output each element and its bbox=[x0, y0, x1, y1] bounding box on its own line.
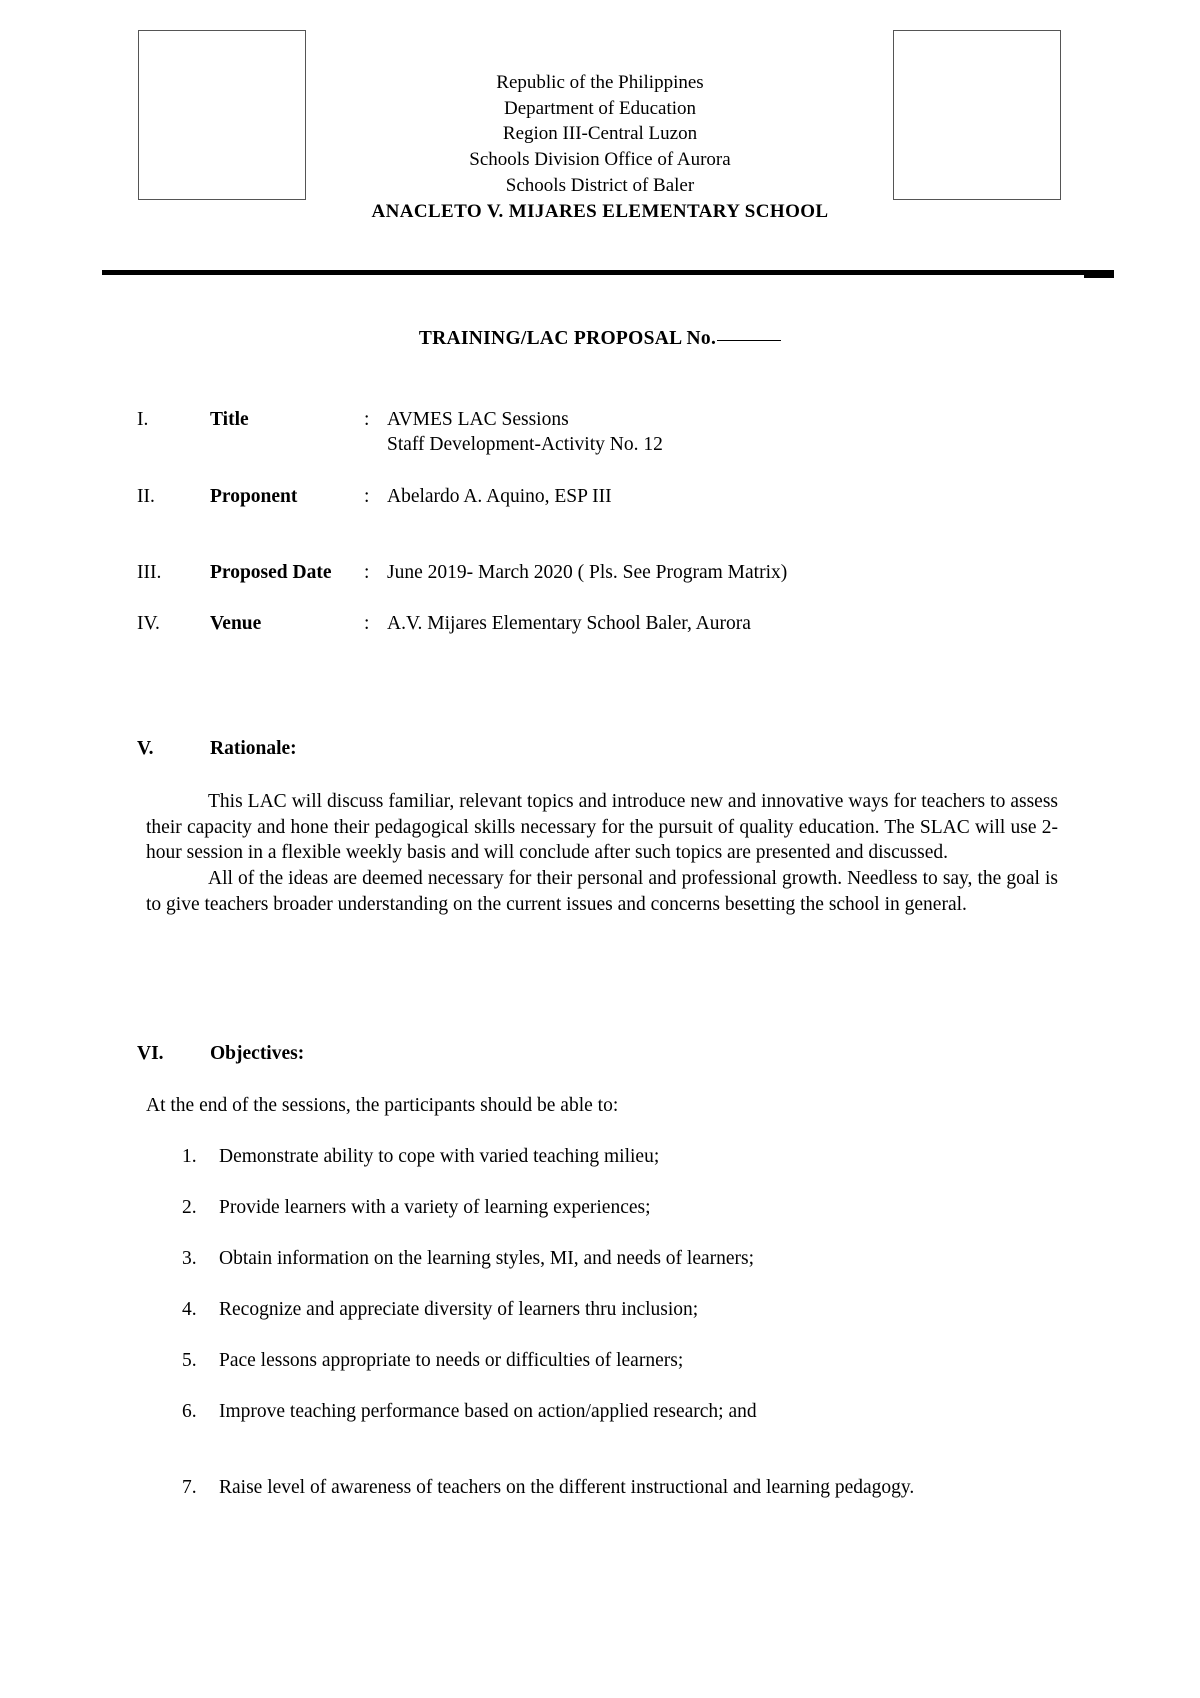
objective-number: 2. bbox=[182, 1197, 197, 1218]
field-label-date: Proposed Date bbox=[210, 562, 332, 583]
objective-text: Pace lessons appropriate to needs or difficulties of learners; bbox=[219, 1350, 684, 1371]
left-logo-placeholder bbox=[138, 30, 306, 200]
field-label-venue: Venue bbox=[210, 613, 262, 634]
objective-text: Recognize and appreciate diversity of learners thru inclusion; bbox=[219, 1299, 699, 1320]
rationale-heading: Rationale: bbox=[210, 738, 297, 759]
objective-number: 5. bbox=[182, 1350, 197, 1371]
objectives-number: VI. bbox=[137, 1043, 164, 1064]
proposal-number-blank bbox=[717, 340, 781, 341]
field-num-proponent: II. bbox=[137, 486, 155, 507]
document-title-text: TRAINING/LAC PROPOSAL No. bbox=[418, 328, 717, 349]
field-num-title: I. bbox=[137, 409, 149, 430]
objectives-heading: Objectives: bbox=[210, 1043, 305, 1064]
rationale-paragraph-2: All of the ideas are deemed necessary for their personal and professional growth. Needless to say, the goal is to give teachers broader understanding on the current issues and concerns besetting the school in general. bbox=[146, 868, 1058, 915]
field-num-date: III. bbox=[137, 562, 162, 583]
document-title bbox=[300, 328, 900, 350]
field-num-venue: IV. bbox=[137, 613, 160, 634]
objective-text: Provide learners with a variety of learning experiences; bbox=[219, 1197, 651, 1218]
header-line-republic: Republic of the Philippines bbox=[496, 72, 704, 93]
field-value-venue: A.V. Mijares Elementary School Baler, Aurora bbox=[387, 613, 751, 634]
header-line-department: Department of Education bbox=[503, 97, 697, 119]
field-colon-proponent: : bbox=[364, 486, 370, 507]
objective-number: 1. bbox=[182, 1146, 197, 1167]
header-line-division: Schools Division Office of Aurora bbox=[469, 149, 731, 171]
field-colon-title: : bbox=[364, 409, 370, 430]
objective-number: 7. bbox=[182, 1477, 197, 1498]
header-line-district: Schools District of Baler bbox=[505, 174, 695, 196]
field-colon-date: : bbox=[364, 562, 370, 583]
header-divider bbox=[102, 270, 1114, 275]
objective-number: 3. bbox=[182, 1248, 197, 1269]
field-value-title-subtitle: Staff Development-Activity No. 12 bbox=[387, 434, 663, 455]
field-value-date: June 2019- March 2020 ( Pls. See Program Matrix) bbox=[387, 562, 788, 583]
rationale-body bbox=[146, 789, 1058, 918]
objective-text: Improve teaching performance based on action/applied research; and bbox=[219, 1401, 757, 1422]
objective-number: 6. bbox=[182, 1401, 197, 1422]
objective-text: Raise level of awareness of teachers on the different instructional and learning pedagogy. bbox=[219, 1477, 915, 1498]
letterhead bbox=[300, 70, 900, 224]
field-label-title: Title bbox=[210, 409, 249, 430]
right-logo-placeholder bbox=[893, 30, 1061, 200]
rationale-number: V. bbox=[137, 738, 154, 759]
field-value-title: AVMES LAC Sessions bbox=[387, 409, 569, 430]
objective-text: Demonstrate ability to cope with varied teaching milieu; bbox=[219, 1146, 660, 1167]
field-colon-venue: : bbox=[364, 613, 370, 634]
field-value-proponent: Abelardo A. Aquino, ESP III bbox=[387, 486, 612, 507]
field-label-proponent: Proponent bbox=[210, 486, 298, 507]
header-line-region: Region III-Central Luzon bbox=[502, 123, 698, 145]
school-name: ANACLETO V. MIJARES ELEMENTARY SCHOOL bbox=[371, 200, 829, 222]
rationale-paragraph-1: This LAC will discuss familiar, relevant topics and introduce new and innovative ways for teachers to assess their capacity and hone their pedagogical skills necessary for the pursuit of quality education. The SLAC will use 2-hour session in a flexible weekly basis and will conclude after such topics are presented and discussed. bbox=[146, 791, 1058, 864]
objective-text: Obtain information on the learning styles, MI, and needs of learners; bbox=[219, 1248, 755, 1269]
objective-number: 4. bbox=[182, 1299, 197, 1320]
header-divider-tab bbox=[1084, 274, 1114, 278]
objectives-intro: At the end of the sessions, the participants should be able to: bbox=[146, 1095, 619, 1116]
